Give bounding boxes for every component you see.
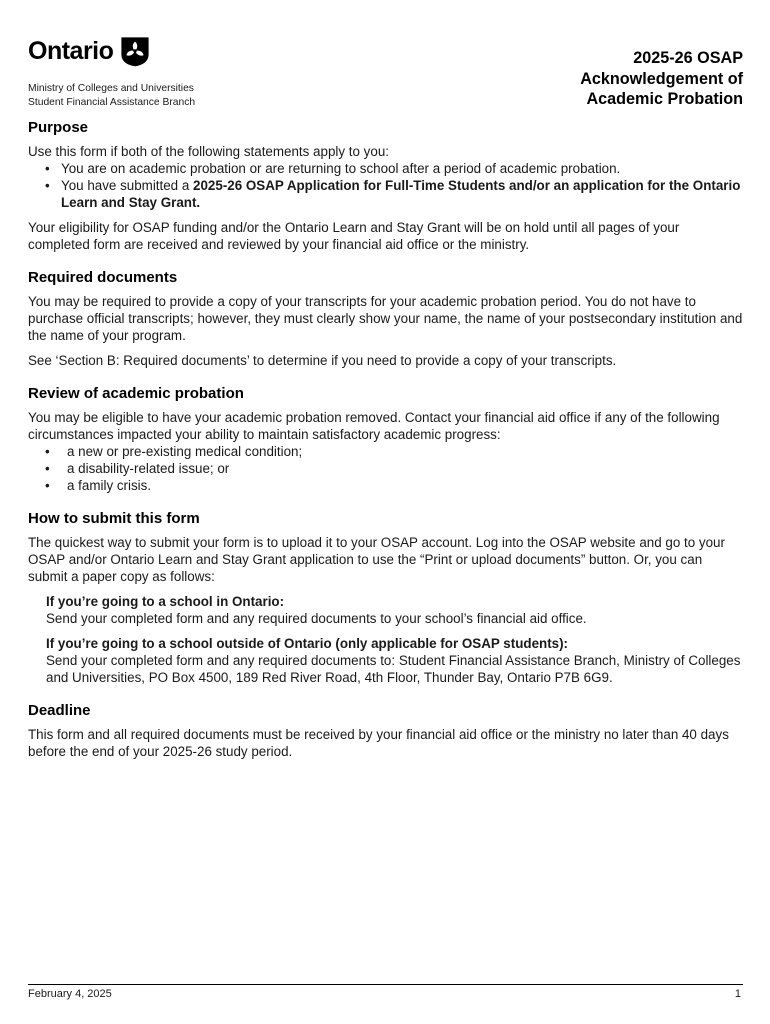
submit-section [28, 509, 744, 686]
review-section [28, 384, 744, 494]
submit-heading: How to submit this form [28, 510, 200, 527]
eligibility-note: Your eligibility for OSAP funding and/or the Ontario Learn and Stay Grant will be on hold until all pages of your completed form are received and reviewed by your financial aid office or the ministry. [28, 220, 680, 252]
form-title-line: Academic Probation [586, 90, 743, 108]
circumstances-list [45, 443, 744, 494]
purpose-intro: Use this form if both of the following statements apply to you: [28, 144, 389, 159]
deadline-section [28, 701, 744, 760]
purpose-list [45, 160, 744, 211]
trillium-icon [118, 34, 152, 68]
form-title-line: Acknowledgement of [580, 69, 743, 88]
outside-ontario-text: Send your completed form and any required documents to: Student Financial Assistance Branch, Ministry of Colleges and Universities, PO Box 4500, 189 Red River Road, 4th Floor, Thunder Bay, Ontario P7B 6G9. [46, 653, 741, 685]
page-header [28, 34, 743, 114]
purpose-section [28, 118, 744, 253]
list-item: • a family crisis. [45, 477, 744, 494]
list-item-text: You are on academic probation or are returning to school after a period of academic probation. [61, 161, 621, 176]
application-name: 2025-26 OSAP Application for Full-Time Students and/or an application for the Ontario Learn and Stay Grant. [61, 178, 741, 210]
ontario-school-block [46, 593, 744, 627]
ministry-name: Ministry of Colleges and Universities [28, 83, 194, 94]
section-b-reference: See ‘Section B: Required documents’ to determine if you need to provide a copy of your transcripts. [28, 353, 617, 368]
required-documents-section [28, 268, 744, 369]
deadline-heading: Deadline [28, 702, 91, 719]
review-paragraph: You may be eligible to have your academic probation removed. Contact your financial aid office if any of the following circumstances impacted your ability to maintain satisfactory academic progress: [28, 410, 720, 442]
deadline-paragraph: This form and all required documents must be received by your financial aid office or the ministry no later than 40 days before the end of your 2025-26 study period. [28, 727, 729, 759]
transcripts-paragraph: You may be required to provide a copy of your transcripts for your academic probation period. You do not have to purchase official transcripts; however, they must clearly show your name, the name of your postsecondary institution and the name of your program. [28, 294, 743, 343]
submit-paragraph: The quickest way to submit your form is to upload it to your OSAP account. Log into the OSAP website and go to your OSAP and/or Ontario Learn and Stay Grant application to use the “Print or upload documents” button. Or, you can submit a paper copy as follows: [28, 535, 725, 584]
page-number: 1 [734, 988, 741, 1000]
list-item: • a new or pre-existing medical condition; [45, 443, 744, 460]
logo-wordmark: Ontario [28, 36, 114, 65]
review-heading: Review of academic probation [28, 385, 244, 402]
list-item [45, 177, 744, 211]
outside-ontario-heading: If you’re going to a school outside of Ontario (only applicable for OSAP students): [46, 636, 569, 651]
list-item: • a disability-related issue; or [45, 460, 744, 477]
required-documents-heading: Required documents [28, 269, 178, 286]
branch-name: Student Financial Assistance Branch [28, 97, 196, 108]
list-item [45, 160, 744, 177]
footer-date: February 4, 2025 [28, 988, 112, 1000]
form-body [28, 118, 744, 760]
form-title [580, 48, 743, 110]
footer-divider [28, 984, 743, 985]
list-item-text: You have submitted a [61, 178, 194, 193]
ontario-school-heading: If you’re going to a school in Ontario: [46, 594, 285, 609]
ministry-info [28, 82, 195, 110]
ontario-school-text: Send your completed form and any required documents to your school’s financial aid office. [46, 611, 587, 626]
form-title-line: 2025-26 OSAP [633, 49, 743, 67]
outside-ontario-block [46, 635, 744, 686]
purpose-heading: Purpose [28, 119, 89, 136]
